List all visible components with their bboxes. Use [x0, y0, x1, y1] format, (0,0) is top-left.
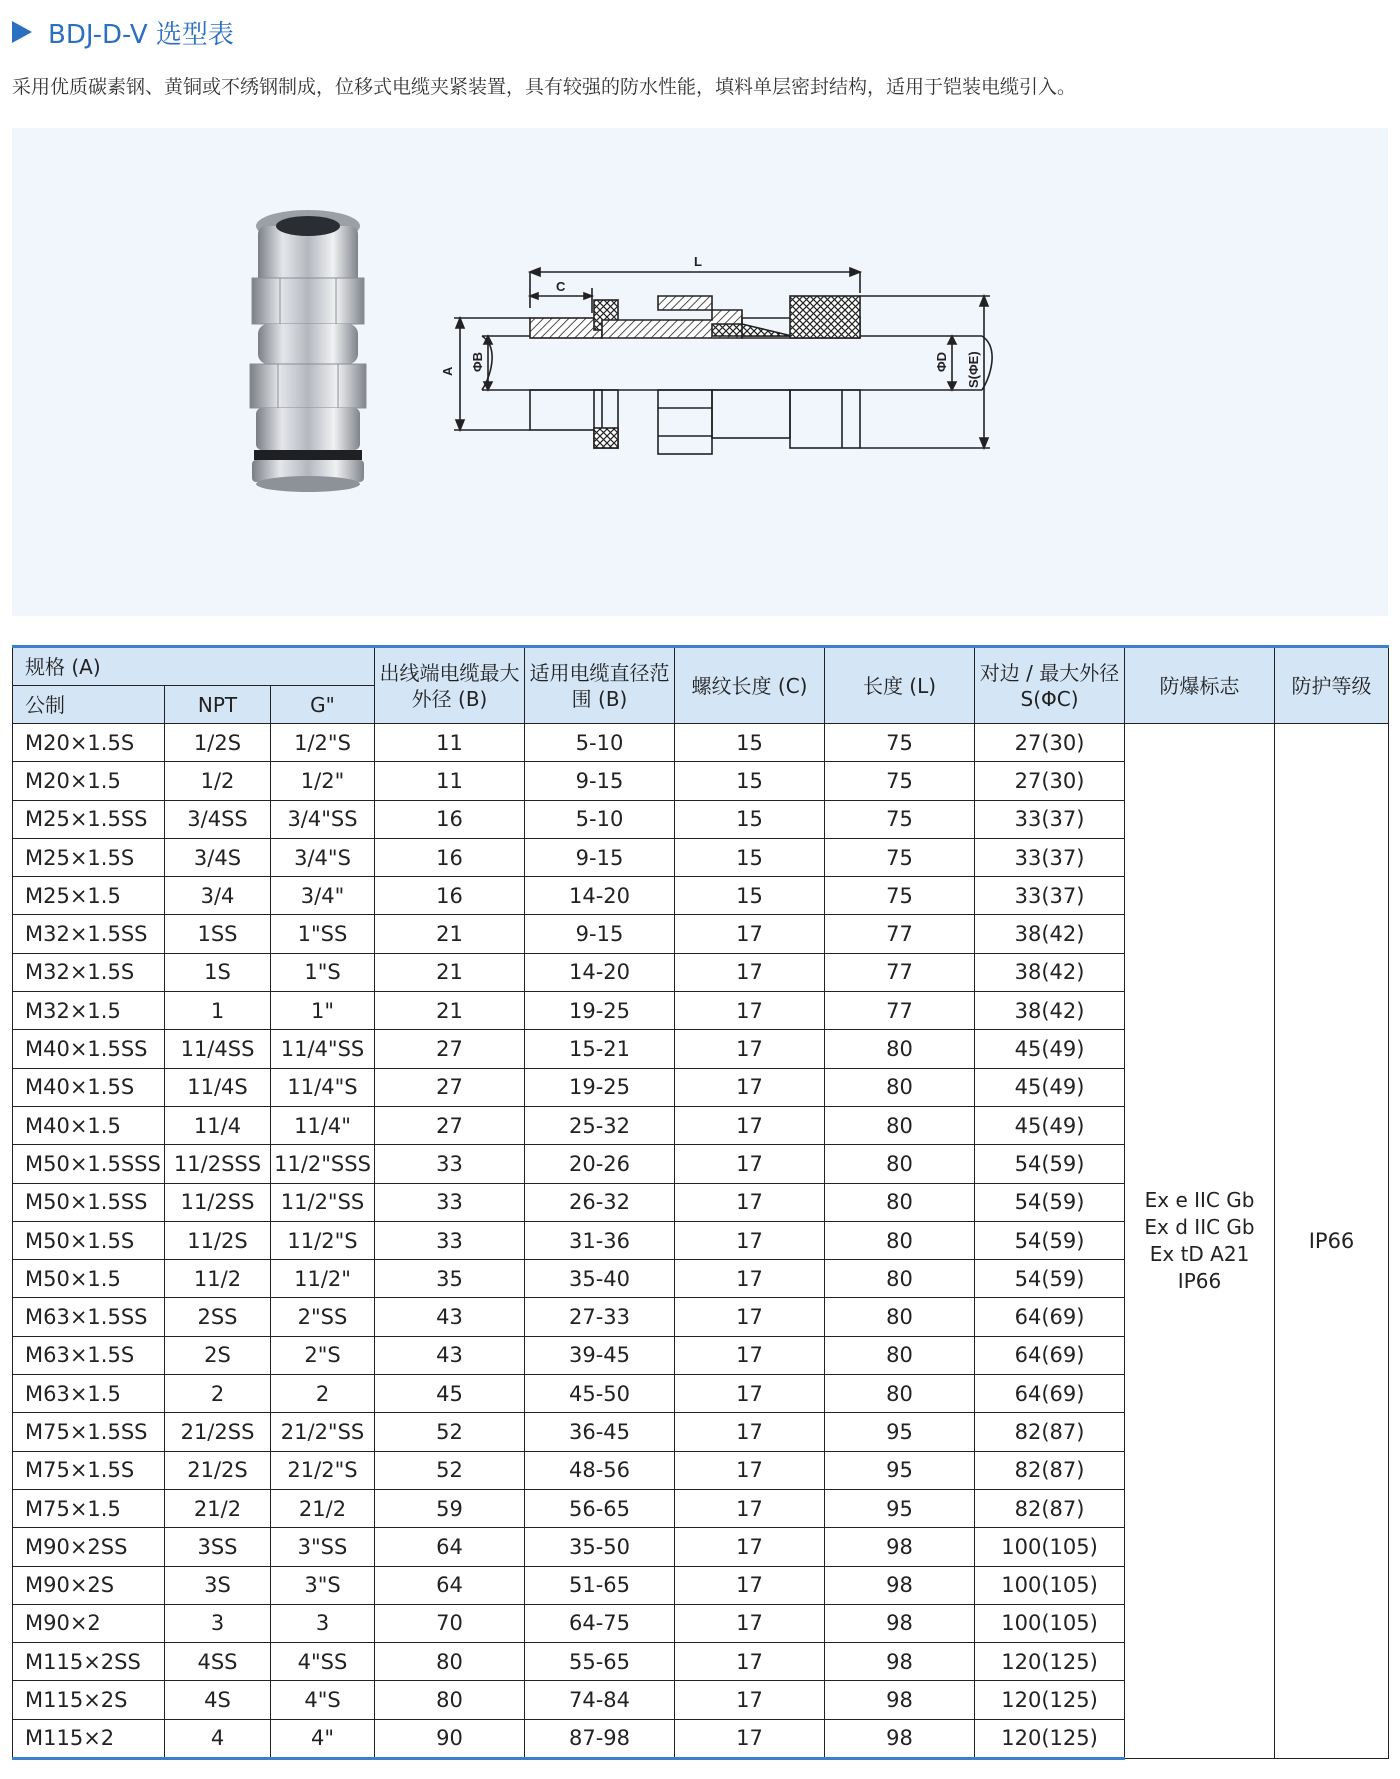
cell-npt: 2S [165, 1336, 271, 1374]
cell-cable-range: 19-25 [525, 992, 675, 1030]
cell-g: 3/4"SS [271, 800, 375, 838]
cell-length: 98 [825, 1681, 975, 1719]
cell-metric: M32×1.5SS [13, 915, 165, 953]
cell-length: 80 [825, 1068, 975, 1106]
cell-npt: 3 [165, 1604, 271, 1642]
cell-metric: M63×1.5S [13, 1336, 165, 1374]
cell-npt: 1 [165, 992, 271, 1030]
cell-thread-length: 15 [675, 724, 825, 762]
ex-mark-line: Ex tD A21 IP66 [1149, 1242, 1250, 1293]
cell-length: 80 [825, 1183, 975, 1221]
header-ip: 防护等级 [1275, 647, 1389, 724]
cell-metric: M50×1.5SSS [13, 1145, 165, 1183]
cell-thread-length: 15 [675, 877, 825, 915]
header-cable-range: 适用电缆直径范围 (B) [525, 647, 675, 724]
cell-npt: 11/2S [165, 1221, 271, 1259]
cell-npt: 11/4S [165, 1068, 271, 1106]
cell-cable-range: 5-10 [525, 724, 675, 762]
header-ex-mark: 防爆标志 [1125, 647, 1275, 724]
cell-outer-diameter: 11 [375, 762, 525, 800]
cell-length: 80 [825, 1260, 975, 1298]
dim-label-phiD: ΦD [934, 351, 949, 372]
cell-across-flats: 54(59) [975, 1221, 1125, 1259]
cell-across-flats: 82(87) [975, 1451, 1125, 1489]
cell-length: 98 [825, 1528, 975, 1566]
cell-metric: M63×1.5SS [13, 1298, 165, 1336]
cell-across-flats: 38(42) [975, 915, 1125, 953]
cell-metric: M25×1.5 [13, 877, 165, 915]
cell-metric: M20×1.5 [13, 762, 165, 800]
cell-cable-range: 9-15 [525, 915, 675, 953]
cell-length: 95 [825, 1413, 975, 1451]
cell-thread-length: 17 [675, 1413, 825, 1451]
cell-cable-range: 74-84 [525, 1681, 675, 1719]
cell-outer-diameter: 80 [375, 1643, 525, 1681]
cell-thread-length: 17 [675, 1106, 825, 1144]
cell-cable-range: 27-33 [525, 1298, 675, 1336]
cell-outer-diameter: 52 [375, 1413, 525, 1451]
cell-thread-length: 17 [675, 1375, 825, 1413]
cell-npt: 3SS [165, 1528, 271, 1566]
cell-metric: M115×2SS [13, 1643, 165, 1681]
cell-npt: 1/2 [165, 762, 271, 800]
header-spec: 规格 (A) [13, 647, 375, 686]
cell-outer-diameter: 11 [375, 724, 525, 762]
cell-thread-length: 15 [675, 800, 825, 838]
cell-cable-range: 36-45 [525, 1413, 675, 1451]
cell-length: 75 [825, 762, 975, 800]
cell-npt: 21/2SS [165, 1413, 271, 1451]
cell-thread-length: 17 [675, 1643, 825, 1681]
cell-metric: M90×2 [13, 1604, 165, 1642]
cell-g: 21/2"S [271, 1451, 375, 1489]
cell-metric: M75×1.5SS [13, 1413, 165, 1451]
cell-outer-diameter: 52 [375, 1451, 525, 1489]
cell-g: 3"SS [271, 1528, 375, 1566]
cell-thread-length: 17 [675, 1183, 825, 1221]
cell-cable-range: 55-65 [525, 1643, 675, 1681]
cell-npt: 11/2SS [165, 1183, 271, 1221]
cell-metric: M40×1.5S [13, 1068, 165, 1106]
cell-g: 21/2 [271, 1489, 375, 1527]
dim-label-SphiE: S(ΦE) [966, 351, 981, 388]
technical-drawing [454, 268, 992, 454]
cell-metric: M50×1.5 [13, 1260, 165, 1298]
cell-thread-length: 17 [675, 992, 825, 1030]
cell-cable-range: 15-21 [525, 1030, 675, 1068]
cell-npt: 3/4 [165, 877, 271, 915]
cell-thread-length: 17 [675, 1221, 825, 1259]
cell-across-flats: 38(42) [975, 953, 1125, 991]
cell-length: 80 [825, 1375, 975, 1413]
cell-thread-length: 17 [675, 953, 825, 991]
cell-outer-diameter: 33 [375, 1183, 525, 1221]
cell-metric: M115×2 [13, 1719, 165, 1758]
page-title-text: BDJ-D-V 选型表 [48, 19, 234, 50]
cell-npt: 3S [165, 1566, 271, 1604]
product-figure [12, 128, 1388, 616]
cell-g: 1" [271, 992, 375, 1030]
cell-thread-length: 17 [675, 1719, 825, 1758]
header-outer-diameter: 出线端电缆最大外径 (B) [375, 647, 525, 724]
header-across-flats: 对边 / 最大外径 S(ΦC) [975, 647, 1125, 724]
cell-across-flats: 27(30) [975, 724, 1125, 762]
cell-metric: M90×2S [13, 1566, 165, 1604]
cell-across-flats: 100(105) [975, 1528, 1125, 1566]
cell-g: 1"SS [271, 915, 375, 953]
cell-g: 2"SS [271, 1298, 375, 1336]
cell-outer-diameter: 27 [375, 1030, 525, 1068]
cell-g: 11/4"S [271, 1068, 375, 1106]
cell-metric: M115×2S [13, 1681, 165, 1719]
cell-outer-diameter: 90 [375, 1719, 525, 1758]
cell-outer-diameter: 27 [375, 1068, 525, 1106]
cell-across-flats: 54(59) [975, 1145, 1125, 1183]
cell-outer-diameter: 43 [375, 1336, 525, 1374]
cell-length: 80 [825, 1298, 975, 1336]
play-triangle-icon [12, 21, 32, 43]
cell-metric: M90×2SS [13, 1528, 165, 1566]
cell-thread-length: 17 [675, 1145, 825, 1183]
cell-length: 75 [825, 724, 975, 762]
cell-npt: 3/4S [165, 838, 271, 876]
cell-length: 80 [825, 1145, 975, 1183]
cell-length: 75 [825, 800, 975, 838]
cell-across-flats: 27(30) [975, 762, 1125, 800]
ex-mark-line: Ex e IIC Gb [1144, 1188, 1255, 1212]
cell-g: 21/2"SS [271, 1413, 375, 1451]
cell-length: 98 [825, 1719, 975, 1758]
page-title [12, 14, 234, 50]
cell-outer-diameter: 33 [375, 1145, 525, 1183]
cell-metric: M40×1.5 [13, 1106, 165, 1144]
cell-cable-range: 20-26 [525, 1145, 675, 1183]
cell-across-flats: 64(69) [975, 1375, 1125, 1413]
cell-length: 95 [825, 1489, 975, 1527]
cell-across-flats: 82(87) [975, 1413, 1125, 1451]
cell-npt: 11/2SSS [165, 1145, 271, 1183]
cell-g: 2 [271, 1375, 375, 1413]
cell-ip: IP66 [1275, 724, 1389, 1759]
cell-npt: 21/2 [165, 1489, 271, 1527]
cell-length: 80 [825, 1221, 975, 1259]
cell-g: 11/2"S [271, 1221, 375, 1259]
dim-label-A: A [440, 366, 455, 376]
cell-thread-length: 17 [675, 1260, 825, 1298]
cell-cable-range: 45-50 [525, 1375, 675, 1413]
dim-label-phiB: ΦB [470, 351, 485, 372]
cell-across-flats: 33(37) [975, 800, 1125, 838]
cell-outer-diameter: 45 [375, 1375, 525, 1413]
cell-length: 98 [825, 1604, 975, 1642]
header-npt: NPT [165, 686, 271, 724]
cell-g: 2"S [271, 1336, 375, 1374]
cell-g: 11/4"SS [271, 1030, 375, 1068]
cell-across-flats: 82(87) [975, 1489, 1125, 1527]
cell-g: 11/2"SSS [271, 1145, 375, 1183]
cell-thread-length: 15 [675, 838, 825, 876]
cell-across-flats: 120(125) [975, 1643, 1125, 1681]
cell-npt: 2 [165, 1375, 271, 1413]
header-thread-length: 螺纹长度 (C) [675, 647, 825, 724]
table-header-row [13, 647, 1389, 686]
cell-across-flats: 45(49) [975, 1106, 1125, 1144]
table-row [13, 724, 1389, 762]
cell-npt: 11/2 [165, 1260, 271, 1298]
product-description: 采用优质碳素钢、黄铜或不绣钢制成，位移式电缆夹紧装置，具有较强的防水性能，填料单层密封结构，适用于铠装电缆引入。 [12, 76, 1077, 98]
cell-npt: 21/2S [165, 1451, 271, 1489]
cell-metric: M75×1.5 [13, 1489, 165, 1527]
cell-cable-range: 25-32 [525, 1106, 675, 1144]
cell-across-flats: 54(59) [975, 1260, 1125, 1298]
cell-cable-range: 64-75 [525, 1604, 675, 1642]
cell-npt: 1SS [165, 915, 271, 953]
cell-cable-range: 5-10 [525, 800, 675, 838]
cell-g: 11/4" [271, 1106, 375, 1144]
cell-cable-range: 14-20 [525, 953, 675, 991]
cell-cable-range: 19-25 [525, 1068, 675, 1106]
cell-length: 75 [825, 838, 975, 876]
cell-g: 4"SS [271, 1643, 375, 1681]
cell-metric: M25×1.5S [13, 838, 165, 876]
cell-g: 11/2" [271, 1260, 375, 1298]
cell-outer-diameter: 59 [375, 1489, 525, 1527]
cell-g: 3 [271, 1604, 375, 1642]
cell-npt: 4S [165, 1681, 271, 1719]
selection-table [12, 645, 1389, 1760]
cell-outer-diameter: 21 [375, 992, 525, 1030]
cell-g: 4" [271, 1719, 375, 1758]
cell-metric: M32×1.5S [13, 953, 165, 991]
cell-cable-range: 39-45 [525, 1336, 675, 1374]
cell-outer-diameter: 80 [375, 1681, 525, 1719]
cell-cable-range: 9-15 [525, 762, 675, 800]
product-figure-svg [12, 128, 1388, 616]
cell-thread-length: 17 [675, 915, 825, 953]
cell-across-flats: 100(105) [975, 1566, 1125, 1604]
cell-metric: M63×1.5 [13, 1375, 165, 1413]
cell-across-flats: 33(37) [975, 838, 1125, 876]
cell-npt: 4 [165, 1719, 271, 1758]
cell-across-flats: 120(125) [975, 1719, 1125, 1758]
cell-metric: M50×1.5S [13, 1221, 165, 1259]
cell-outer-diameter: 35 [375, 1260, 525, 1298]
cell-g: 3"S [271, 1566, 375, 1604]
cell-outer-diameter: 43 [375, 1298, 525, 1336]
cell-npt: 11/4SS [165, 1030, 271, 1068]
cell-metric: M32×1.5 [13, 992, 165, 1030]
cell-cable-range: 48-56 [525, 1451, 675, 1489]
cell-npt: 2SS [165, 1298, 271, 1336]
cell-g: 4"S [271, 1681, 375, 1719]
cell-g: 3/4" [271, 877, 375, 915]
cell-thread-length: 17 [675, 1030, 825, 1068]
cell-cable-range: 51-65 [525, 1566, 675, 1604]
cell-npt: 1S [165, 953, 271, 991]
cell-thread-length: 17 [675, 1604, 825, 1642]
cell-cable-range: 9-15 [525, 838, 675, 876]
cell-across-flats: 33(37) [975, 877, 1125, 915]
cell-thread-length: 17 [675, 1681, 825, 1719]
cell-length: 95 [825, 1451, 975, 1489]
header-g: G" [271, 686, 375, 724]
cell-length: 80 [825, 1030, 975, 1068]
cell-length: 98 [825, 1643, 975, 1681]
cell-g: 1/2"S [271, 724, 375, 762]
cell-outer-diameter: 64 [375, 1566, 525, 1604]
cell-cable-range: 35-50 [525, 1528, 675, 1566]
cell-g: 1"S [271, 953, 375, 991]
cell-outer-diameter: 21 [375, 953, 525, 991]
cell-length: 80 [825, 1106, 975, 1144]
cell-across-flats: 45(49) [975, 1030, 1125, 1068]
cell-outer-diameter: 64 [375, 1528, 525, 1566]
cell-ex-mark [1125, 724, 1275, 1759]
cell-g: 3/4"S [271, 838, 375, 876]
cell-metric: M20×1.5S [13, 724, 165, 762]
cell-npt: 1/2S [165, 724, 271, 762]
cell-npt: 3/4SS [165, 800, 271, 838]
cell-cable-range: 26-32 [525, 1183, 675, 1221]
table-body [13, 724, 1389, 1759]
cell-g: 11/2"SS [271, 1183, 375, 1221]
cell-across-flats: 38(42) [975, 992, 1125, 1030]
cell-length: 77 [825, 953, 975, 991]
cell-outer-diameter: 16 [375, 877, 525, 915]
cell-g: 1/2" [271, 762, 375, 800]
cell-thread-length: 17 [675, 1068, 825, 1106]
cell-metric: M50×1.5SS [13, 1183, 165, 1221]
cell-length: 98 [825, 1566, 975, 1604]
cell-thread-length: 17 [675, 1336, 825, 1374]
cell-cable-range: 31-36 [525, 1221, 675, 1259]
cell-across-flats: 64(69) [975, 1336, 1125, 1374]
cell-thread-length: 17 [675, 1298, 825, 1336]
cell-length: 80 [825, 1336, 975, 1374]
cell-across-flats: 54(59) [975, 1183, 1125, 1221]
cell-length: 75 [825, 877, 975, 915]
cell-thread-length: 17 [675, 1489, 825, 1527]
cell-npt: 4SS [165, 1643, 271, 1681]
cell-length: 77 [825, 992, 975, 1030]
cell-outer-diameter: 16 [375, 838, 525, 876]
cell-thread-length: 15 [675, 762, 825, 800]
cell-outer-diameter: 33 [375, 1221, 525, 1259]
header-length: 长度 (L) [825, 647, 975, 724]
dim-label-L: L [694, 254, 702, 269]
cell-metric: M75×1.5S [13, 1451, 165, 1489]
cell-thread-length: 17 [675, 1528, 825, 1566]
cell-across-flats: 64(69) [975, 1298, 1125, 1336]
cell-outer-diameter: 21 [375, 915, 525, 953]
cell-outer-diameter: 27 [375, 1106, 525, 1144]
cell-across-flats: 45(49) [975, 1068, 1125, 1106]
cell-across-flats: 120(125) [975, 1681, 1125, 1719]
cell-metric: M25×1.5SS [13, 800, 165, 838]
cell-thread-length: 17 [675, 1566, 825, 1604]
cell-cable-range: 56-65 [525, 1489, 675, 1527]
cell-length: 77 [825, 915, 975, 953]
dim-label-C: C [556, 279, 566, 294]
cell-outer-diameter: 16 [375, 800, 525, 838]
cell-thread-length: 17 [675, 1451, 825, 1489]
cell-metric: M40×1.5SS [13, 1030, 165, 1068]
cell-cable-range: 35-40 [525, 1260, 675, 1298]
ex-mark-line: Ex d IIC Gb [1144, 1215, 1255, 1239]
cell-outer-diameter: 70 [375, 1604, 525, 1642]
header-metric: 公制 [13, 686, 165, 724]
cable-gland-photo [250, 210, 366, 492]
cell-npt: 11/4 [165, 1106, 271, 1144]
cell-cable-range: 87-98 [525, 1719, 675, 1758]
cell-across-flats: 100(105) [975, 1604, 1125, 1642]
cell-cable-range: 14-20 [525, 877, 675, 915]
